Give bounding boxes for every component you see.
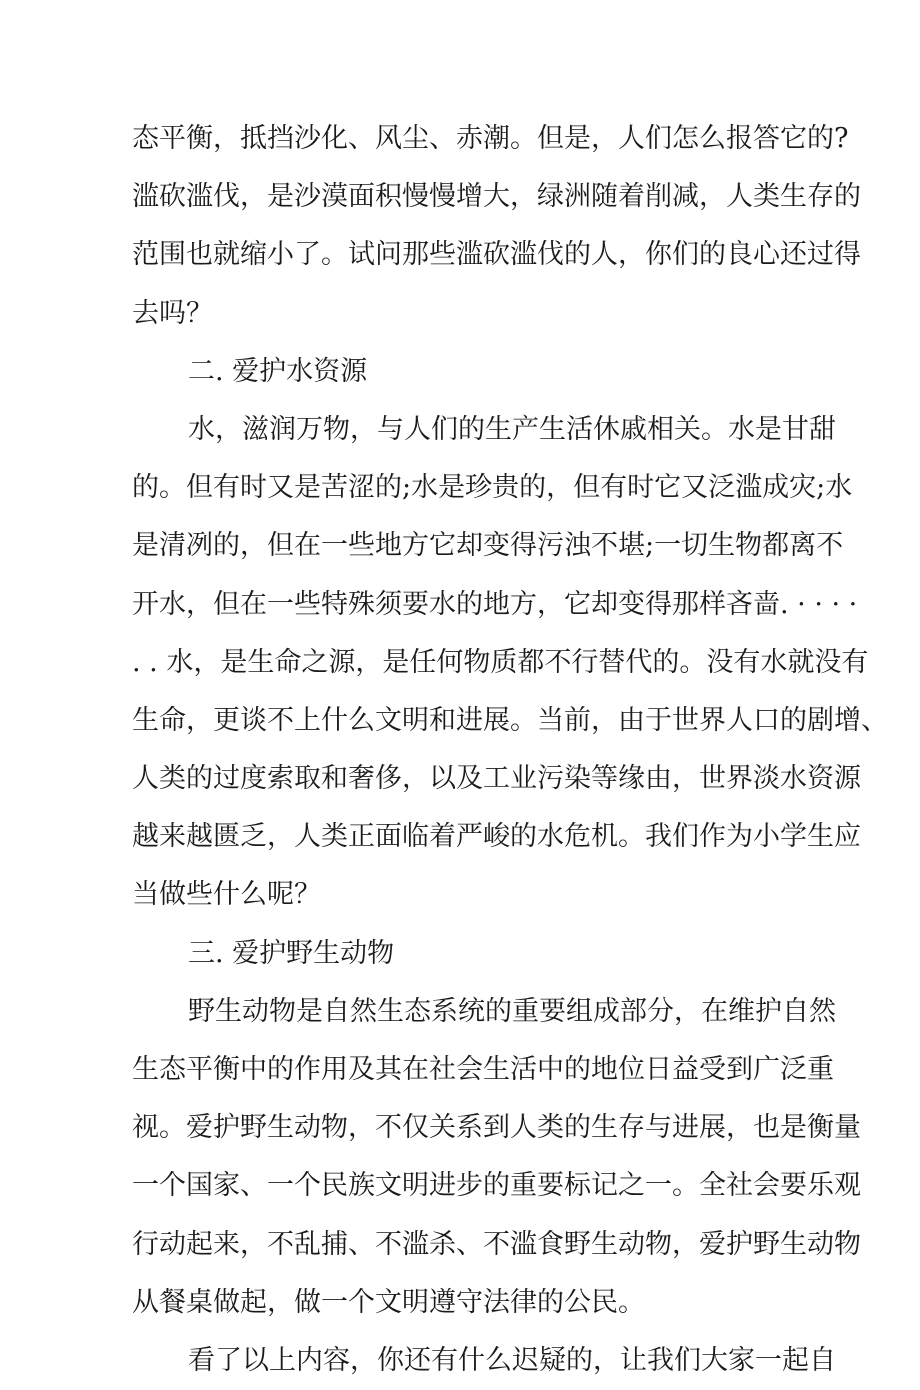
text-line: 范围也就缩小了。试问那些滥砍滥伐的人，你们的良心还过得 <box>132 239 861 271</box>
text-line: 三. 爱护野生动物 <box>188 937 395 969</box>
text-line: 水，滋润万物，与人们的生产生活休戚相关。水是甘甜 <box>188 413 836 445</box>
text-line: 去吗？ <box>132 297 213 329</box>
document-body <box>132 110 888 1390</box>
text-line: 态平衡，抵挡沙化、风尘、赤潮。但是，人们怎么报答它的? <box>132 123 849 154</box>
text-line: 是清冽的，但在一些地方它却变得污浊不堪;一切生物都离不 <box>132 530 844 562</box>
text-line: 从餐桌做起，做一个文明遵守法律的公民。 <box>132 1286 645 1318</box>
text-line: 的。但有时又是苦涩的;水是珍贵的，但有时它又泛滥成灾;水 <box>132 472 853 504</box>
text-line: 二. 爱护水资源 <box>188 355 368 387</box>
text-line: 野生动物是自然生态系统的重要组成部分，在维护自然 <box>188 995 836 1027</box>
text-line: 一个国家、一个民族文明进步的重要标记之一。全社会要乐观 <box>132 1170 861 1202</box>
text-line: 生命，更谈不上什么文明和进展。当前，由于世界人口的剧增、 <box>132 704 888 736</box>
text-line: 生态平衡中的作用及其在社会生活中的地位日益受到广泛重 <box>132 1054 834 1085</box>
text-line: 开水，但在一些特殊须要水的地方，它却变得那样吝啬. · · · · <box>132 588 858 620</box>
text-line: 看了以上内容，你还有什么迟疑的，让我们大家一起自 <box>188 1344 836 1376</box>
text-line: 滥砍滥伐，是沙漠面积慢慢增大，绿洲随着削减，人类生存的 <box>132 181 861 213</box>
text-line: 越来越匮乏，人类正面临着严峻的水危机。我们作为小学生应 <box>132 821 861 853</box>
text-line: 行动起来，不乱捕、不滥杀、不滥食野生动物，爱护野生动物 <box>132 1228 861 1260</box>
text-line: . . 水，是生命之源，是任何物质都不行替代的。没有水就没有 <box>132 646 869 678</box>
text-line: 视。爱护野生动物，不仅关系到人类的生存与进展，也是衡量 <box>132 1112 861 1144</box>
text-line: 当做些什么呢？ <box>132 879 321 911</box>
text-line: 人类的过度索取和奢侈，以及工业污染等缘由，世界淡水资源 <box>132 763 861 795</box>
